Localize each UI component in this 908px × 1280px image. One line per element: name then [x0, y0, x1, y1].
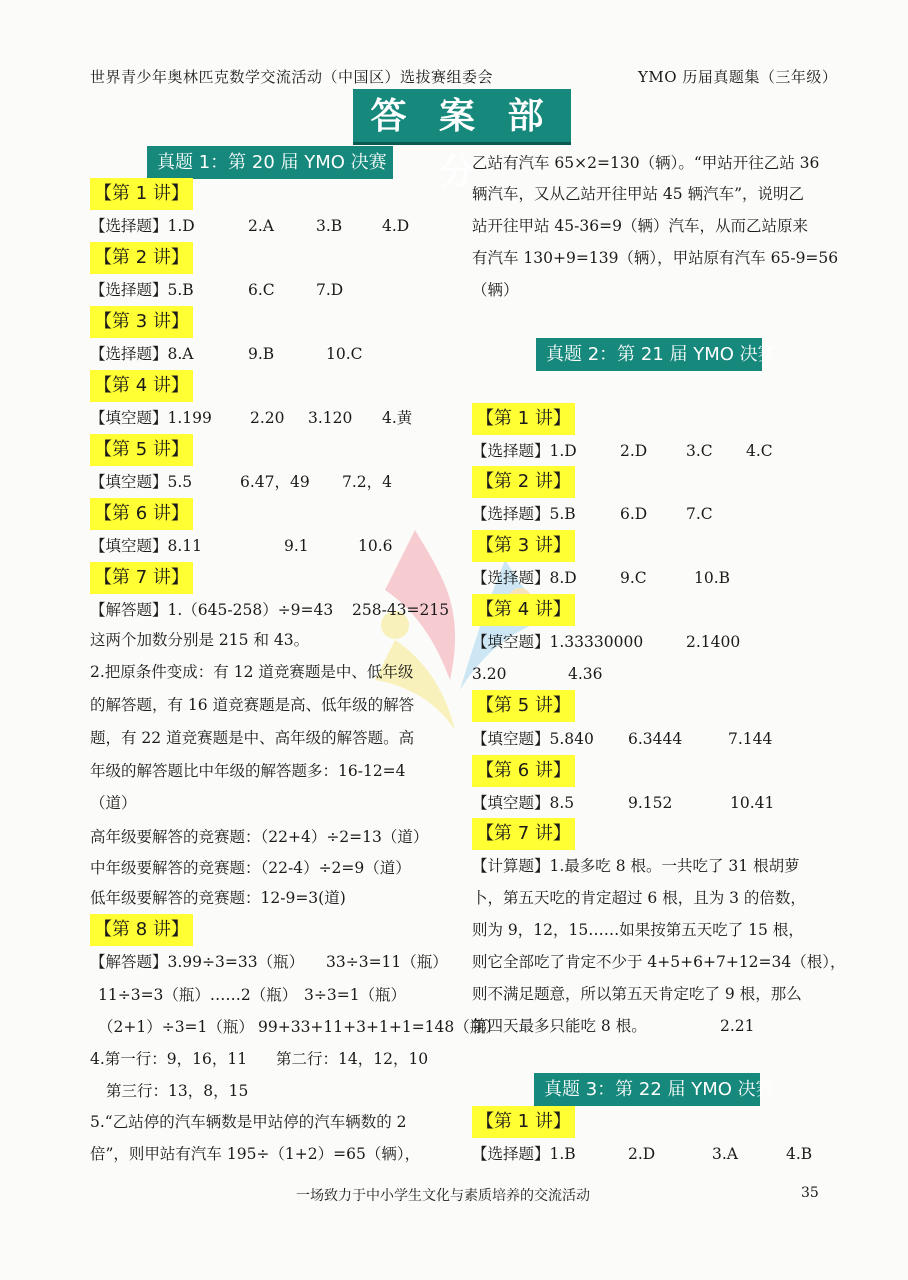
text-line: 倍”，则甲站有汽车 195÷（1+2）=65（辆），: [90, 1145, 421, 1163]
answer: 3.A: [712, 1145, 738, 1163]
text-line: 年级的解答题比中年级的解答题多：16-12=4: [90, 762, 406, 780]
lecture-8-label: 【第 8 讲】: [90, 914, 193, 946]
answer: 6.C: [248, 281, 275, 299]
answer: 4.第一行：9，16，11: [90, 1050, 248, 1068]
answer: 258-43=215: [352, 601, 450, 619]
answer: 33÷3=11（瓶）: [326, 953, 448, 971]
answer: 4.B: [786, 1145, 813, 1163]
lecture-7-label: 【第 7 讲】: [472, 818, 575, 850]
answer: 7.D: [316, 281, 344, 299]
text-line: 这两个加数分别是 215 和 43。: [90, 631, 310, 649]
answer: 3÷3=1（瓶）: [304, 986, 407, 1004]
answer: 【填空题】1.33330000: [472, 633, 644, 651]
answer: 【选择题】5.B: [90, 281, 194, 299]
text-line: （道）: [90, 794, 137, 812]
answer: 10.C: [326, 345, 363, 363]
answer: 11÷3=3（瓶）……2（瓶）: [98, 986, 298, 1004]
lecture-1-label: 【第 1 讲】: [472, 403, 575, 435]
answer: 【填空题】8.5: [472, 794, 575, 812]
answer: 2.D: [620, 442, 648, 460]
answer: 6.3444: [628, 730, 683, 748]
answer: 3.C: [686, 442, 713, 460]
text-line: 第三行：13，8，15: [106, 1082, 249, 1100]
answer: 第四天最多只能吃 8 根。: [472, 1017, 647, 1035]
lecture-4-label: 【第 4 讲】: [90, 370, 193, 402]
answer: 6.47，49: [240, 473, 310, 491]
text-line: 卜，第五天吃的肯定超过 6 根，且为 3 的倍数，: [472, 889, 806, 907]
lecture-6-label: 【第 6 讲】: [472, 755, 575, 787]
answer: 9.C: [620, 569, 647, 587]
answer: 9.B: [248, 345, 275, 363]
answer: 4.D: [382, 217, 410, 235]
text-line: 5.“乙站停的汽车辆数是甲站停的汽车辆数的 2: [90, 1113, 407, 1131]
answer: （2+1）÷3=1（瓶）: [98, 1018, 254, 1036]
text-line: 则它全部吃了肯定不少于 4+5+6+7+12=34（根），: [472, 953, 846, 971]
lecture-3-label: 【第 3 讲】: [90, 306, 193, 338]
answer: 7.2，4: [342, 473, 393, 491]
page-title: 答 案 部 分: [353, 89, 571, 145]
answer: 【选择题】5.B: [472, 505, 576, 523]
answer: 7.144: [728, 730, 773, 748]
lecture-5-label: 【第 5 讲】: [472, 690, 575, 722]
answer: 2.A: [248, 217, 274, 235]
text-line: 站开往甲站 45-36=9（辆）汽车，从而乙站原来: [472, 217, 808, 235]
lecture-4-label: 【第 4 讲】: [472, 594, 575, 626]
lecture-5-label: 【第 5 讲】: [90, 434, 193, 466]
page-number: 35: [801, 1185, 819, 1201]
answer: 9.152: [628, 794, 673, 812]
answer: 9.1: [284, 537, 309, 555]
answer: 第二行：14，12，10: [276, 1050, 429, 1068]
answer: 2.21: [720, 1017, 755, 1035]
text-line: 乙站有汽车 65×2=130（辆）。“甲站开往乙站 36: [472, 154, 820, 172]
text-line: 辆汽车，又从乙站开往甲站 45 辆汽车”，说明乙: [472, 185, 805, 203]
text-line: 有汽车 130+9=139（辆），甲站原有汽车 65-9=56: [472, 249, 839, 267]
answer: 【填空题】1.199: [90, 409, 212, 427]
text-line: 的解答题，有 16 道竞赛题是高、低年级的解答: [90, 696, 415, 714]
text-line: 2.把原条件变成：有 12 道竞赛题是中、低年级: [90, 663, 414, 681]
answer: 【选择题】8.D: [472, 569, 577, 587]
text-line: 则不满足题意，所以第五天肯定吃了 9 根，那么: [472, 985, 802, 1003]
lecture-6-label: 【第 6 讲】: [90, 498, 193, 530]
lecture-7-label: 【第 7 讲】: [90, 562, 193, 594]
header-organizer: 世界青少年奥林匹克数学交流活动（中国区）选拔赛组委会: [90, 68, 494, 86]
answer: 【填空题】5.840: [472, 730, 594, 748]
answer: 【选择题】1.D: [90, 217, 195, 235]
lecture-2-label: 【第 2 讲】: [90, 242, 193, 274]
answer: 2.20: [250, 409, 285, 427]
text-line: 【计算题】1.最多吃 8 根。一共吃了 31 根胡萝: [472, 857, 800, 875]
text-line: 则为 9，12，15……如果按第五天吃了 15 根，: [472, 921, 804, 939]
answer: 10.6: [358, 537, 393, 555]
exam-3-banner: 真题 3：第 22 届 YMO 决赛: [534, 1073, 760, 1106]
text-line: 高年级要解答的竞赛题：（22+4）÷2=13（道）: [90, 828, 429, 846]
lecture-3-label: 【第 3 讲】: [472, 530, 575, 562]
lecture-1-label: 【第 1 讲】: [472, 1106, 575, 1138]
answer: 7.C: [686, 505, 713, 523]
exam-2-banner: 真题 2：第 21 届 YMO 决赛: [536, 338, 762, 371]
answer: 【填空题】8.11: [90, 537, 203, 555]
answer: 10.41: [730, 794, 775, 812]
answer: 【选择题】1.D: [472, 442, 577, 460]
exam-1-banner: 真题 1：第 20 届 YMO 决赛: [147, 146, 393, 179]
answer: 2.D: [628, 1145, 656, 1163]
answer: 4.黄: [382, 409, 413, 427]
answer: 2.1400: [686, 633, 741, 651]
lecture-2-label: 【第 2 讲】: [472, 466, 575, 498]
answer: 【选择题】1.B: [472, 1145, 576, 1163]
answer: 4.36: [568, 665, 603, 683]
answer: 【选择题】8.A: [90, 345, 194, 363]
answer: 6.D: [620, 505, 648, 523]
answer: 3.120: [308, 409, 353, 427]
answer: 99+33+11+3+1+1=148（瓶）: [258, 1018, 501, 1036]
text-line: 中年级要解答的竞赛题：（22-4）÷2=9（道）: [90, 859, 411, 877]
header-book-title: YMO 历届真题集（三年级）: [638, 68, 838, 86]
text-line: 题，有 22 道竞赛题是中、高年级的解答题。高: [90, 729, 415, 747]
answer: 4.C: [746, 442, 773, 460]
answer: 【解答题】3.99÷3=33（瓶）: [90, 953, 305, 971]
text-line: （辆）: [472, 281, 519, 299]
answer: 3.20: [472, 665, 507, 683]
answer: 3.B: [316, 217, 343, 235]
footer-text: 一场致力于中小学生文化与素质培养的交流活动: [296, 1188, 590, 1204]
answer: 【解答题】1.（645-258）÷9=43: [90, 601, 334, 619]
text-line: 低年级要解答的竞赛题：12-9=3(道): [90, 889, 346, 907]
answer: 10.B: [694, 569, 731, 587]
answer: 【填空题】5.5: [90, 473, 193, 491]
lecture-1-label: 【第 1 讲】: [90, 178, 193, 210]
